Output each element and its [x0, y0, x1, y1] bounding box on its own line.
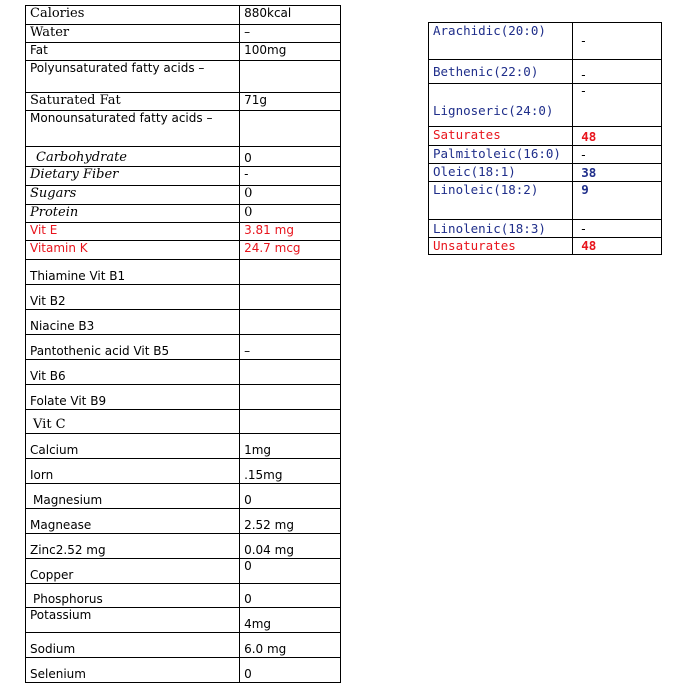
- fatty-acid-value: -: [573, 146, 662, 164]
- table-row: [26, 43, 341, 61]
- fatty-acid-value: -: [573, 60, 662, 84]
- nutrient-name: Saturated Fat: [26, 93, 240, 111]
- nutrient-name: Vit B6: [26, 360, 240, 385]
- table-row: [26, 186, 341, 205]
- table-row: [26, 205, 341, 223]
- nutrient-name: Folate Vit B9: [26, 385, 240, 410]
- nutrient-value: 880kcal: [240, 6, 341, 25]
- table-row: [429, 164, 662, 182]
- nutrition-table: [25, 5, 341, 683]
- nutrient-name: Protein: [26, 205, 240, 223]
- nutrient-name: Copper: [26, 559, 240, 584]
- nutrient-name: Vit E: [26, 223, 240, 241]
- nutrient-name: Water: [26, 25, 240, 43]
- nutrient-value: [240, 310, 341, 335]
- nutrient-name: Dietary Fiber: [26, 167, 240, 186]
- fatty-acids-table: [428, 22, 662, 255]
- nutrient-value: 6.0 mg: [240, 633, 341, 658]
- nutrient-name: Fat: [26, 43, 240, 61]
- nutrient-value: 24.7 mcg: [240, 241, 341, 260]
- table-row: [429, 182, 662, 220]
- nutrient-value: 1mg: [240, 434, 341, 459]
- nutrient-name: Niacine B3: [26, 310, 240, 335]
- table-row: [26, 584, 341, 608]
- table-row: [429, 23, 662, 60]
- table-row: [26, 459, 341, 484]
- fatty-acid-value: 38: [573, 164, 662, 182]
- nutrient-value: [240, 61, 341, 93]
- fatty-acid-name: Saturates: [429, 127, 573, 146]
- nutrient-value: 100mg: [240, 43, 341, 61]
- table-row: [429, 220, 662, 238]
- fatty-acid-name: Bethenic(22:0): [429, 60, 573, 84]
- table-row: [429, 84, 662, 127]
- nutrient-name: Sodium: [26, 633, 240, 658]
- table-row: [429, 60, 662, 84]
- fatty-acid-name: Linoleic(18:2): [429, 182, 573, 220]
- nutrient-value: 2.52 mg: [240, 509, 341, 534]
- nutrient-value: 0: [240, 658, 341, 683]
- nutrient-name: Thiamine Vit B1: [26, 260, 240, 285]
- table-row: [26, 434, 341, 459]
- table-row: [26, 360, 341, 385]
- table-row: [26, 223, 341, 241]
- table-row: [26, 658, 341, 683]
- nutrient-value: [240, 111, 341, 147]
- nutrient-value: 0: [240, 559, 341, 584]
- fatty-acid-name: Arachidic(20:0): [429, 23, 573, 60]
- nutrient-name: Vit B2: [26, 285, 240, 310]
- nutrient-value: .15mg: [240, 459, 341, 484]
- table-row: [26, 260, 341, 285]
- fatty-acid-name: Unsaturates: [429, 238, 573, 255]
- table-row: [26, 534, 341, 559]
- nutrient-value: 0: [240, 186, 341, 205]
- table-row: [26, 559, 341, 584]
- nutrient-name: Zinc2.52 mg: [26, 534, 240, 559]
- nutrient-value: 71g: [240, 93, 341, 111]
- fatty-acid-name: Oleic(18:1): [429, 164, 573, 182]
- table-row: [26, 285, 341, 310]
- nutrient-name: Magnesium: [26, 484, 240, 509]
- nutrient-name: Carbohydrate: [26, 147, 240, 167]
- table-row: [26, 385, 341, 410]
- nutrient-value: 3.81 mg: [240, 223, 341, 241]
- table-row: [26, 167, 341, 186]
- table-row: [26, 147, 341, 167]
- fatty-acid-name: Linolenic(18:3): [429, 220, 573, 238]
- table-row: [429, 127, 662, 146]
- nutrient-name: Calcium: [26, 434, 240, 459]
- nutrient-name: Magnease: [26, 509, 240, 534]
- nutrient-value: -: [240, 167, 341, 186]
- nutrient-name: Phosphorus: [26, 584, 240, 608]
- nutrient-name: Pantothenic acid Vit B5: [26, 335, 240, 360]
- nutrient-value: 0: [240, 484, 341, 509]
- nutrient-name: Sugars: [26, 186, 240, 205]
- nutrient-value: [240, 410, 341, 434]
- fatty-acid-value: 48: [573, 127, 662, 146]
- nutrient-name: Polyunsaturated fatty acids –: [26, 61, 240, 93]
- nutrient-value: 0.04 mg: [240, 534, 341, 559]
- nutrient-name: Potassium: [26, 608, 240, 633]
- nutrient-name: Selenium: [26, 658, 240, 683]
- table-row: [26, 484, 341, 509]
- nutrient-value: 0: [240, 584, 341, 608]
- table-row: [26, 111, 341, 147]
- nutrient-name: Calories: [26, 6, 240, 25]
- table-row: [26, 61, 341, 93]
- nutrient-name: Monounsaturated fatty acids –: [26, 111, 240, 147]
- nutrient-value: 4mg: [240, 608, 341, 633]
- fatty-acid-name: Lignoseric(24:0): [429, 84, 573, 127]
- fatty-acid-value: -: [573, 84, 662, 127]
- nutrient-name: Vitamin K: [26, 241, 240, 260]
- nutrient-value: 0: [240, 147, 341, 167]
- nutrient-value: [240, 260, 341, 285]
- table-row: [26, 6, 341, 25]
- fatty-acid-value: 9: [573, 182, 662, 220]
- table-row: [26, 335, 341, 360]
- nutrient-name: Iorn: [26, 459, 240, 484]
- table-row: [26, 241, 341, 260]
- table-row: [26, 410, 341, 434]
- fatty-acid-value: 48: [573, 238, 662, 255]
- table-row: [26, 310, 341, 335]
- fatty-acid-name: Palmitoleic(16:0): [429, 146, 573, 164]
- fatty-acid-value: -: [573, 220, 662, 238]
- fatty-acid-value: -: [573, 23, 662, 60]
- table-row: [26, 633, 341, 658]
- table-row: [26, 93, 341, 111]
- nutrient-value: [240, 285, 341, 310]
- nutrient-value: –: [240, 25, 341, 43]
- table-row: [26, 608, 341, 633]
- table-row: [429, 238, 662, 255]
- nutrient-value: 0: [240, 205, 341, 223]
- table-row: [429, 146, 662, 164]
- nutrient-value: [240, 385, 341, 410]
- table-row: [26, 509, 341, 534]
- nutrient-value: –: [240, 335, 341, 360]
- table-row: [26, 25, 341, 43]
- nutrient-name: Vit C: [26, 410, 240, 434]
- nutrient-value: [240, 360, 341, 385]
